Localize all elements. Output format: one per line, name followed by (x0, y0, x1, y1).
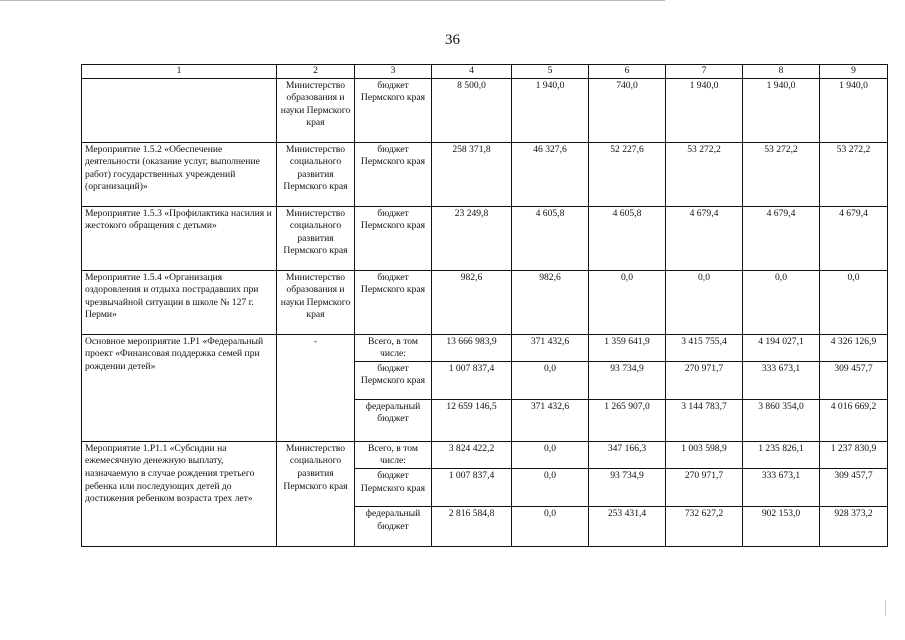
value-cell: 0,0 (512, 361, 589, 399)
executor-cell: Министерство социального развития Пермского края (277, 142, 355, 206)
source-cell: Всего, в том числе: (355, 441, 432, 468)
event-cell: Основное мероприятие 1.Р1 «Федеральный проект «Финансовая поддержка семей при рождении детей» (82, 334, 277, 441)
event-cell: Мероприятие 1.5.4 «Организация оздоровления и отдыха пострадавших при чрезвычайной ситуации в школе № 127 г. Перми» (82, 270, 277, 334)
column-header: 7 (666, 65, 743, 79)
column-header: 8 (743, 65, 820, 79)
value-cell: 53 272,2 (743, 142, 820, 206)
value-cell: 371 432,6 (512, 399, 589, 441)
source-cell: бюджет Пермского края (355, 78, 432, 142)
table-row (82, 270, 888, 334)
value-cell: 93 734,9 (589, 468, 666, 506)
value-cell: 0,0 (512, 441, 589, 468)
table-row (82, 78, 888, 142)
value-cell: 371 432,6 (512, 334, 589, 361)
column-header: 2 (277, 65, 355, 79)
value-cell: 1 235 826,1 (743, 441, 820, 468)
value-cell: 4 679,4 (743, 206, 820, 270)
value-cell: 52 227,6 (589, 142, 666, 206)
value-cell: 0,0 (512, 506, 589, 546)
value-cell: 4 194 027,1 (743, 334, 820, 361)
value-cell: 258 371,8 (432, 142, 512, 206)
column-header: 9 (820, 65, 888, 79)
value-cell: 0,0 (589, 270, 666, 334)
column-header: 5 (512, 65, 589, 79)
source-cell: бюджет Пермского края (355, 468, 432, 506)
value-cell: 4 326 126,9 (820, 334, 888, 361)
budget-table (81, 64, 888, 547)
column-header: 3 (355, 65, 432, 79)
value-cell: 2 816 584,8 (432, 506, 512, 546)
value-cell: 309 457,7 (820, 361, 888, 399)
value-cell: 1 265 907,0 (589, 399, 666, 441)
value-cell: 46 327,6 (512, 142, 589, 206)
value-cell: 1 359 641,9 (589, 334, 666, 361)
source-cell: федеральный бюджет (355, 399, 432, 441)
value-cell: 1 940,0 (820, 78, 888, 142)
executor-cell: - (277, 334, 355, 441)
value-cell: 13 666 983,9 (432, 334, 512, 361)
value-cell: 309 457,7 (820, 468, 888, 506)
value-cell: 4 605,8 (512, 206, 589, 270)
column-header: 6 (589, 65, 666, 79)
value-cell: 0,0 (820, 270, 888, 334)
executor-cell: Министерство образования и науки Пермского края (277, 78, 355, 142)
table-row (82, 142, 888, 206)
source-cell: федеральный бюджет (355, 506, 432, 546)
value-cell: 1 940,0 (743, 78, 820, 142)
source-cell: бюджет Пермского края (355, 361, 432, 399)
column-header: 4 (432, 65, 512, 79)
value-cell: 53 272,2 (820, 142, 888, 206)
column-number-row (82, 65, 888, 79)
value-cell: 253 431,4 (589, 506, 666, 546)
value-cell: 333 673,1 (743, 361, 820, 399)
value-cell: 0,0 (512, 468, 589, 506)
value-cell: 928 373,2 (820, 506, 888, 546)
value-cell: 982,6 (512, 270, 589, 334)
event-cell (82, 78, 277, 142)
value-cell: 8 500,0 (432, 78, 512, 142)
value-cell: 53 272,2 (666, 142, 743, 206)
event-cell: Мероприятие 1.5.3 «Профилактика насилия и жестокого обращения с детьми» (82, 206, 277, 270)
column-header: 1 (82, 65, 277, 79)
scan-edge-line (0, 0, 665, 1)
value-cell: 1 237 830,9 (820, 441, 888, 468)
value-cell: 1 007 837,4 (432, 361, 512, 399)
value-cell: 4 679,4 (666, 206, 743, 270)
scan-artifact (885, 600, 886, 616)
executor-cell: Министерство образования и науки Пермского края (277, 270, 355, 334)
value-cell: 1 940,0 (666, 78, 743, 142)
value-cell: 3 415 755,4 (666, 334, 743, 361)
source-cell: бюджет Пермского края (355, 270, 432, 334)
value-cell: 1 003 598,9 (666, 441, 743, 468)
value-cell: 4 016 669,2 (820, 399, 888, 441)
value-cell: 270 971,7 (666, 361, 743, 399)
value-cell: 12 659 146,5 (432, 399, 512, 441)
source-cell: Всего, в том числе: (355, 334, 432, 361)
value-cell: 4 679,4 (820, 206, 888, 270)
event-cell: Мероприятие 1.5.2 «Обеспечение деятельности (оказание услуг, выполнение работ) государственных учреждений (организаций)» (82, 142, 277, 206)
value-cell: 740,0 (589, 78, 666, 142)
value-cell: 3 860 354,0 (743, 399, 820, 441)
event-cell: Мероприятие 1.Р1.1 «Субсидии на ежемесячную денежную выплату, назначаемую в случае рождения третьего ребенка или последующих детей до достижения ребенком возраста трех лет» (82, 441, 277, 546)
value-cell: 902 153,0 (743, 506, 820, 546)
value-cell: 1 007 837,4 (432, 468, 512, 506)
value-cell: 333 673,1 (743, 468, 820, 506)
value-cell: 23 249,8 (432, 206, 512, 270)
value-cell: 1 940,0 (512, 78, 589, 142)
source-cell: бюджет Пермского края (355, 142, 432, 206)
table-row (82, 206, 888, 270)
value-cell: 3 144 783,7 (666, 399, 743, 441)
table-row (82, 334, 888, 361)
page-number: 36 (445, 32, 460, 48)
executor-cell: Министерство социального развития Пермского края (277, 441, 355, 546)
value-cell: 347 166,3 (589, 441, 666, 468)
value-cell: 0,0 (666, 270, 743, 334)
value-cell: 270 971,7 (666, 468, 743, 506)
value-cell: 4 605,8 (589, 206, 666, 270)
value-cell: 93 734,9 (589, 361, 666, 399)
value-cell: 732 627,2 (666, 506, 743, 546)
source-cell: бюджет Пермского края (355, 206, 432, 270)
value-cell: 3 824 422,2 (432, 441, 512, 468)
executor-cell: Министерство социального развития Пермского края (277, 206, 355, 270)
value-cell: 0,0 (743, 270, 820, 334)
table-row (82, 441, 888, 468)
value-cell: 982,6 (432, 270, 512, 334)
